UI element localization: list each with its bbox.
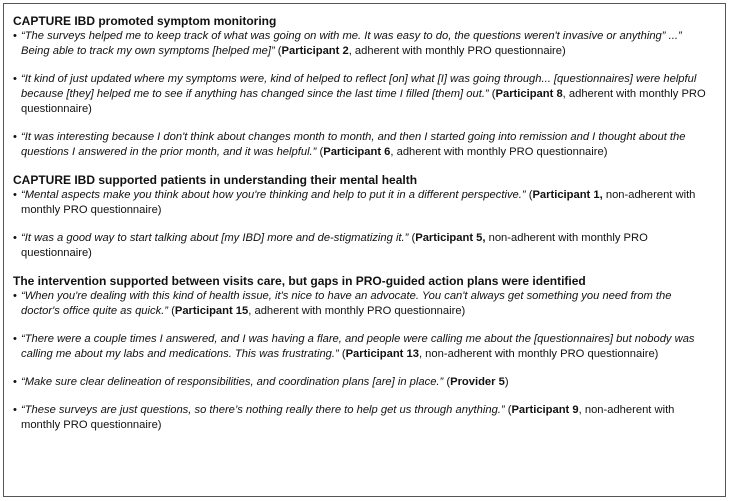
bullet-icon: • (13, 232, 17, 244)
speaker-label: Participant 2 (281, 45, 349, 57)
quote-text: “These surveys are just questions, so there’s nothing really there to help get us through anything.” (21, 404, 505, 416)
adherence-note: ) (504, 376, 509, 388)
speaker-label: Participant 13 (345, 348, 419, 360)
adherence-note: , adherent with monthly PRO questionnaire) (348, 45, 566, 57)
adherence-note: , adherent with monthly PRO questionnaire) (248, 305, 466, 317)
bullet-icon: • (13, 376, 17, 388)
quote-item: • “Make sure clear delineation of responsibilities, and coordination plans [are] in place.” (Provider 5) (13, 376, 509, 388)
adherence-note: non-adherent with monthly PRO questionnaire) (21, 232, 648, 259)
quote-text: “Make sure clear delineation of responsibilities, and coordination plans [are] in place.” (21, 376, 444, 388)
quote-text: “There were a couple times I answered, and I was having a flare, and people were calling me about the [questionnaires] but nobody was calling me about my labs and medications. This was frustrating.” (21, 333, 695, 360)
speaker-label: Participant 9 (511, 404, 579, 416)
bullet-icon: • (13, 290, 17, 302)
section-heading: CAPTURE IBD supported patients in understanding their mental health (13, 173, 418, 187)
bullet-icon: • (13, 131, 17, 143)
bullet-icon: • (13, 30, 17, 42)
quote-text: “When you're dealing with this kind of health issue, it's nice to have an advocate. You can't always get something you need from the doctor's office quite as quick.” (21, 290, 672, 317)
speaker-label: Participant 15 (174, 305, 249, 317)
quote-item: • “When you're dealing with this kind of health issue, it's nice to have an advocate. You can't always get something you need from the doctor's office quite as quick.” (Participant 15, adherent with monthly PRO questionnaire) (13, 290, 672, 317)
section-mental-health (13, 173, 711, 261)
section-symptom-monitoring (13, 14, 711, 160)
quote-item: • “It kind of just updated where my symptoms were, kind of helped to reflect [on] what [I] was going through... [questionnaires] were helpful because [they] helped me to see if anything has changed since the last time I filled [them] out.” (Participant 8, adherent with monthly PRO questionnaire) (13, 73, 706, 115)
bullet-icon: • (13, 404, 17, 416)
quote-item: • “There were a couple times I answered, and I was having a flare, and people were calling me about the [questionnaires] but nobody was calling me about my labs and medications. This was frustrating.” (Participant 13, non-adherent with monthly PRO questionnaire) (13, 333, 695, 360)
bullet-icon: • (13, 189, 17, 201)
section-between-visits-care (13, 274, 711, 433)
section-heading: CAPTURE IBD promoted symptom monitoring (13, 14, 277, 28)
quote-text: “It was a good way to start talking about [my IBD] more and de-stigmatizing it.” (21, 232, 409, 244)
bullet-icon: • (13, 73, 17, 85)
quote-text: “It was interesting because I don't think about changes month to month, and then I started going into remission and I thought about the questions I answered in the prior month, and it was helpful.” (21, 131, 686, 158)
adherence-note: , non-adherent with monthly PRO questionnaire) (418, 348, 659, 360)
quote-item: • “It was interesting because I don't think about changes month to month, and then I started going into remission and I thought about the questions I answered in the prior month, and it was helpful.” (Participant 6, adherent with monthly PRO questionnaire) (13, 131, 686, 158)
speaker-label: Participant 8 (495, 88, 563, 100)
quote-text: “The surveys helped me to keep track of what was going on with me. It was easy to do, the questions weren't invasive or anything” ...” Being able to track my own symptoms [helped me]” (21, 30, 682, 57)
quote-item: • “It was a good way to start talking about [my IBD] more and de-stigmatizing it.” (Participant 5, non-adherent with monthly PRO questionnaire) (13, 232, 648, 259)
adherence-note: , adherent with monthly PRO questionnaire) (390, 146, 608, 158)
speaker-label: Participant 5, (415, 232, 486, 244)
speaker-label: Participant 1, (532, 189, 603, 201)
quote-item: • “These surveys are just questions, so there’s nothing really there to help get us through anything.” (Participant 9, non-adherent with monthly PRO questionnaire) (13, 404, 675, 431)
bullet-icon: • (13, 333, 17, 345)
speaker-label: Participant 6 (323, 146, 391, 158)
quotes-panel (3, 3, 726, 497)
quote-item: • “The surveys helped me to keep track of what was going on with me. It was easy to do, the questions weren't invasive or anything” ...” Being able to track my own symptoms [helped me]” (Participant 2, adherent with monthly PRO questionnaire) (13, 30, 682, 57)
quote-item: • “Mental aspects make you think about how you're thinking and help to put it in a different perspective.” (Participant 1, non-adherent with monthly PRO questionnaire) (13, 189, 696, 216)
adherence-note: non-adherent with monthly PRO questionnaire) (21, 189, 696, 216)
section-heading: The intervention supported between visits care, but gaps in PRO-guided action plans were identified (13, 274, 586, 288)
quote-text: “Mental aspects make you think about how you're thinking and help to put it in a different perspective.” (21, 189, 526, 201)
adherence-note: , adherent with monthly PRO questionnaire) (21, 88, 706, 115)
speaker-label: Provider 5 (450, 376, 505, 388)
adherence-note: , non-adherent with monthly PRO questionnaire) (21, 404, 675, 431)
quote-text: “It kind of just updated where my symptoms were, kind of helped to reflect [on] what [I] was going through... [questionnaires] were helpful because [they] helped me to see if anything has changed since the last time I filled [them] out.” (21, 73, 697, 100)
